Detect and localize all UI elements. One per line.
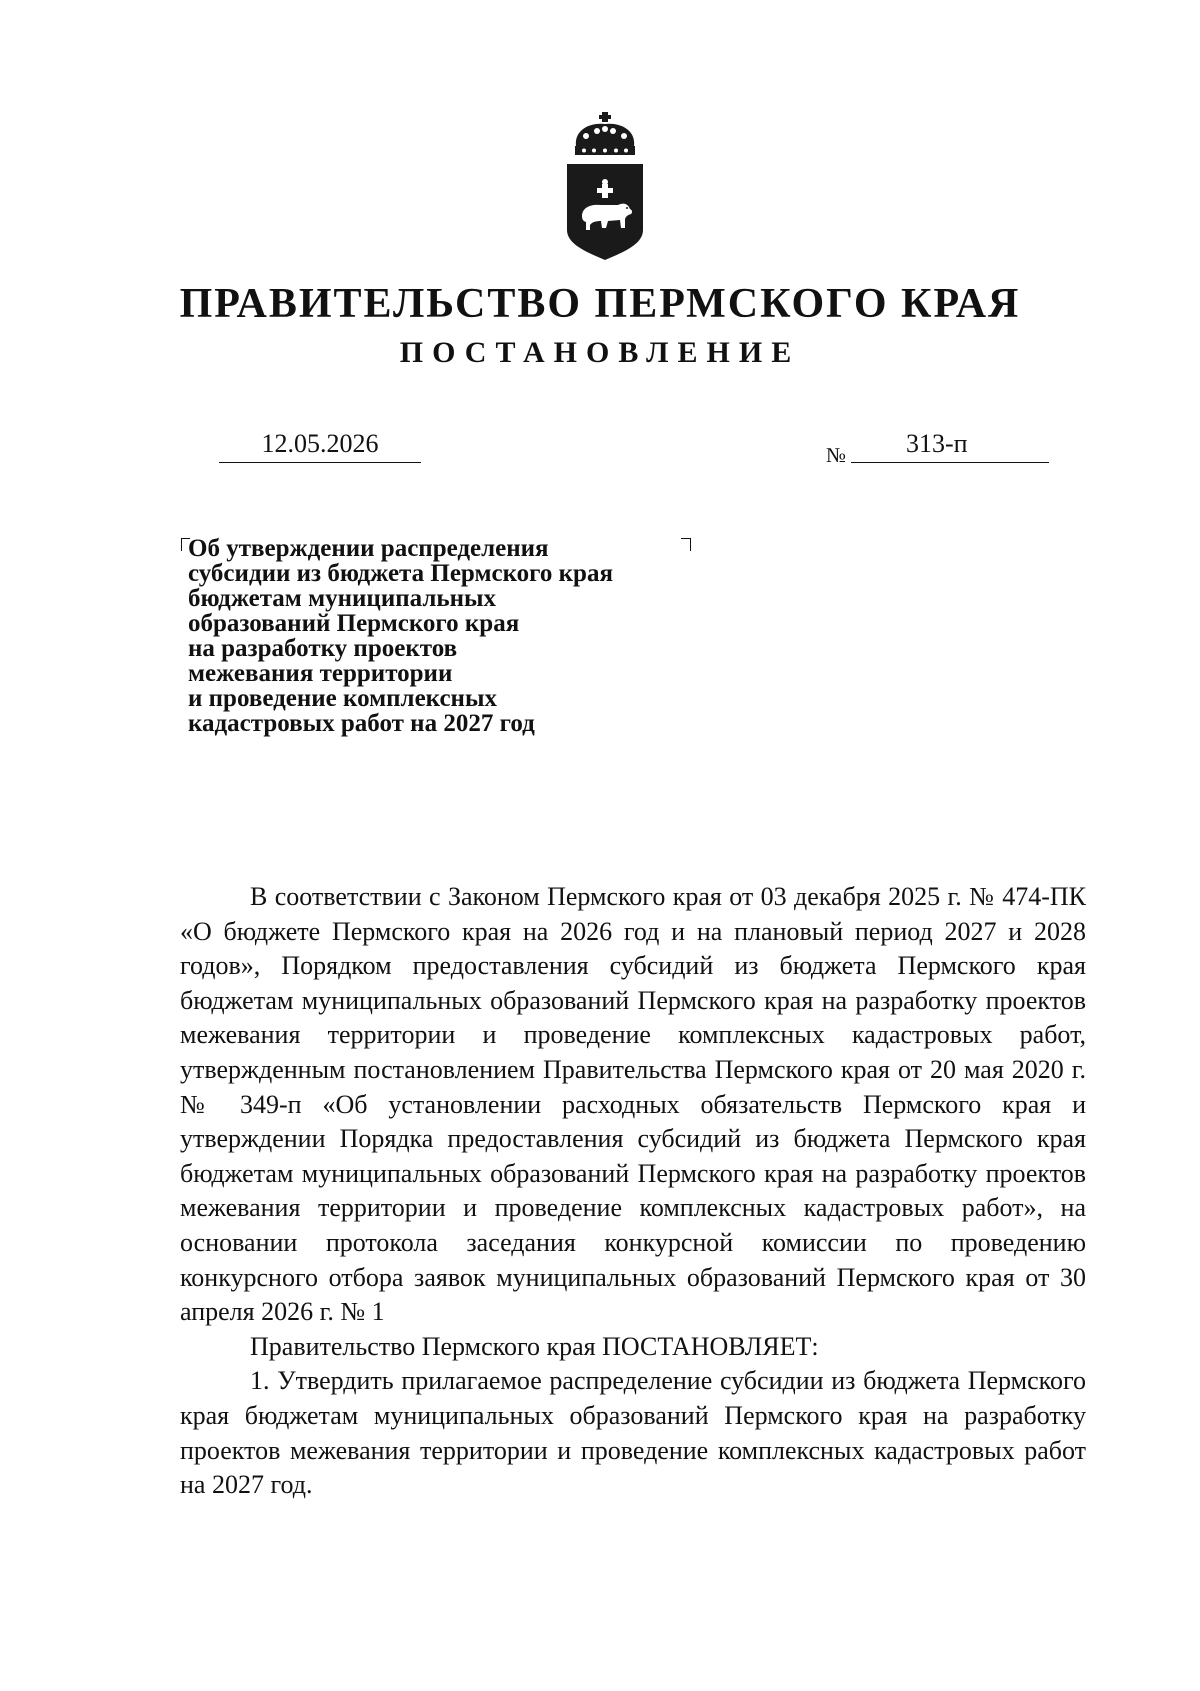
document-subject [188, 536, 708, 736]
perm-krai-coat-of-arms-icon [564, 112, 646, 262]
preamble-paragraph: В соответствии с Законом Пермского края от 03 декабря 2025 г. № 474-ПК «О бюджете Пермского края на 2026 год и на плановый период 2027 и 2028 годов», Порядком предоставления субсидий из бюджета Пермского края бюджетам муниципальных образований Пермского края на разработку проектов межевания территории и проведение комплексных кадастровых работ, утвержденным постановлением Правительства Пермского края от 20 мая 2020 г. № 349-п «Об установлении расходных обязательств Пермского края и утверждении Порядка предоставления субсидий из бюджета Пермского края бюджетам муниципальных образований Пермского края на разработку проектов межевания территории и проведение комплексных кадастровых работ», на основании протокола заседания конкурсной комиссии по проведению конкурсного отбора заявок муниципальных образований Пермского края от 30 апреля 2026 г. № 1 [180, 882, 1086, 1327]
subject-line: на разработку проектов [188, 635, 458, 662]
document-number: 313-п [906, 429, 968, 458]
subject-line: бюджетам муниципальных [188, 585, 497, 612]
document-body [180, 880, 1086, 1503]
subject-line: межевания территории [188, 660, 453, 687]
subject-line: образований Пермского края [188, 610, 520, 637]
document-type: ПОСТАНОВЛЕНИЕ [399, 336, 801, 369]
document-date: 12.05.2026 [219, 428, 421, 463]
subject-line: и проведение комплексных [188, 685, 497, 712]
item-1-paragraph: 1. Утвердить прилагаемое распределение субсидии из бюджета Пермского края бюджетам муниципальных образований Пермского края на разработку проектов межевания территории и проведение комплексных кадастровых работ на 2027 год. [180, 1366, 1086, 1500]
number-label: № [826, 443, 847, 467]
resolution-paragraph: Правительство Пермского края ПОСТАНОВЛЯЕТ: [250, 1331, 819, 1361]
subject-line: кадастровых работ на 2027 год [188, 710, 535, 737]
subject-line: Об утверждении распределения [188, 535, 549, 562]
government-title: ПРАВИТЕЛЬСТВО ПЕРМСКОГО КРАЯ [179, 281, 1021, 327]
document-number-field [851, 428, 1049, 463]
subject-line: субсидии из бюджета Пермского края [188, 560, 613, 587]
